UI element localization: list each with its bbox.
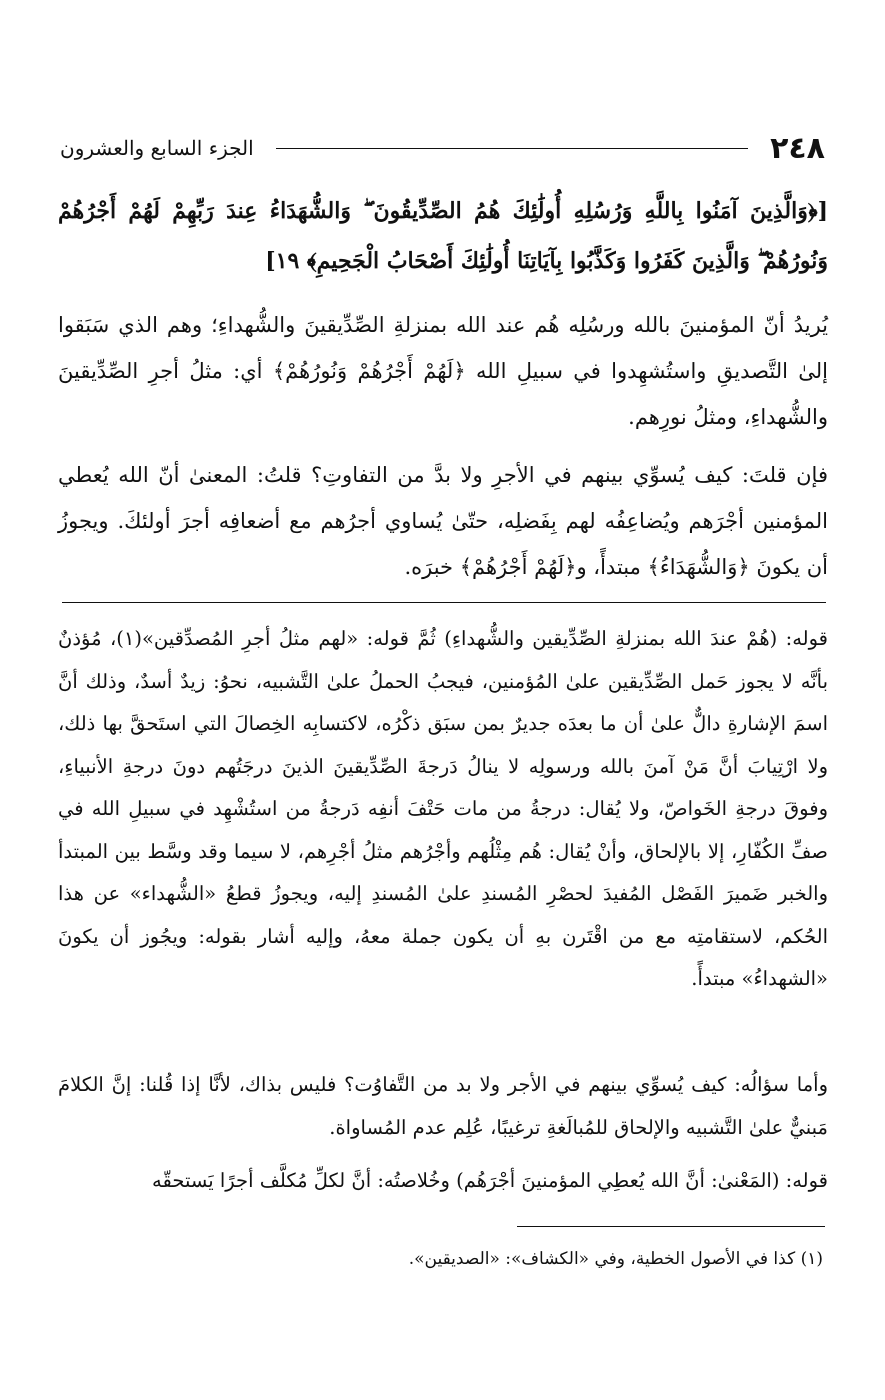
commentary-paragraph-3: قوله: (المَعْنىٰ: أنَّ الله يُعطِي المؤمنينَ أجْرَهُم) وخُلاصتُه: أنَّ لكلِّ مُكلَّف أجرًا يَستحقّه: [152, 1169, 828, 1192]
page-header: [60, 128, 825, 168]
tafsir-paragraph-1: يُريدُ أنّ المؤمنينَ بالله ورسُلِه هُم عند الله بمنزلةِ الصِّدِّيقينَ والشُّهداءِ؛ وهم الذي سَبَقوا إلىٰ التَّصديقِ واستُشهِدوا في سبيلِ الله ﴿لَهُمْ أَجْرُهُمْ وَنُورُهُمْ﴾ أي: مثلُ أجرِ الصِّدِّيقينَ والشُّهداءِ، ومثلُ نورِهم.: [58, 313, 828, 429]
section-divider: [62, 602, 826, 603]
page-number: ٢٤٨: [770, 130, 825, 166]
footnote-divider: [517, 1226, 825, 1227]
footnote: (١) كذا في الأصول الخطية، وفي «الكشاف»: «الصديقين».: [408, 1249, 823, 1269]
commentary-paragraph-2: وأما سؤالُه: كيف يُسوِّي بينهم في الأجر ولا بد من التَّفاوُت؟ فليس بذاك، لأنَّا إذا قُلنا: إنَّ الكلامَ مَبنيٌّ علىٰ التَّشبيه والإلحاق للمُبالَغةِ ترغيبًا، عُلِم عدم المُساواة.: [58, 1073, 828, 1139]
tafsir-paragraph-2: فإن قلتَ: كيف يُسوِّي بينهم في الأجرِ ولا بدَّ من التفاوتِ؟ قلتُ: المعنىٰ أنّ الله يُعطي المؤمنين أجْرَهم ويُضاعِفُه لهم بِفَضلِه، حتّىٰ يُساوي أجرُهم مع أضعافِه أجرَ أولئكَ. ويجوزُ أن يكونَ ﴿وَالشُّهَدَاءُ﴾ مبتدأً، و﴿لَهُمْ أَجْرُهُمْ﴾ خبرَه.: [58, 463, 828, 579]
commentary-paragraph-1: قوله: (هُمْ عندَ الله بمنزلةِ الصِّدِّيقين والشُّهداءِ) ثُمَّ قوله: «لهم مثلُ أجرِ المُصدِّقين»(١)، مُؤذنٌ بأنَّه لا يجوز حَمل الصِّدِّيقين علىٰ المُؤمنين، فيجبُ الحملُ علىٰ التَّشبيه، نحوُ: زيدٌ أسدٌ، وذلك أنَّ اسمَ الإشارةِ دالٌّ علىٰ أن ما بعدَه جديرٌ بمن سبَق ذكْرُه، لاكتسابِه الخِصالَ التي استَحقَّ بها ذلك، ولا ارْتِيابَ أنَّ مَنْ آمنَ بالله ورسولِه لا ينالُ دَرجةَ الصِّدِّيقينَ الذينَ درجَتُهم دونَ درجةِ الأنبياءِ، وفوقَ درجةِ الخَواصّ، ولا يُقال: درجةُ من مات حَتْفَ أنفِه دَرجةُ من استُشْهِد في سبيلِ الله في صفِّ الكُفّارِ، إلا بالإلحاق، وأنْ يُقال: هُم مِثْلُهم وأجْرُهم مثلُ أجْرِهم، لا سيما وقد وسَّط بين المبتدأ والخبر ضَميرَ الفَصْل المُفيدَ لحصْرِ المُسندِ علىٰ المُسندِ إليه، ويجوزُ قطعُ «الشُّهداء» عن هذا الحُكم، لاستقامتِه مع من اقْتَرن بهِ أن يكون جملة معهُ، وإليه أشار بقوله: ويجُوز أن يكونَ «الشهداءُ» مبتدأً.: [58, 627, 829, 990]
quran-verse: [﴿وَالَّذِينَ آمَنُوا بِاللَّهِ وَرُسُلِهِ أُولَٰئِكَ هُمُ الصِّدِّيقُونَ ۖ وَالشُّهَدَاءُ عِندَ رَبِّهِمْ لَهُمْ أَجْرُهُمْ وَنُورُهُمْ ۖ وَالَّذِينَ كَفَرُوا وَكَذَّبُوا بِآيَاتِنَا أُولَٰئِكَ أَصْحَابُ الْجَحِيمِ﴾ ١٩]: [58, 198, 828, 274]
running-title: الجزء السابع والعشرون: [60, 136, 254, 160]
header-rule: [276, 148, 748, 149]
